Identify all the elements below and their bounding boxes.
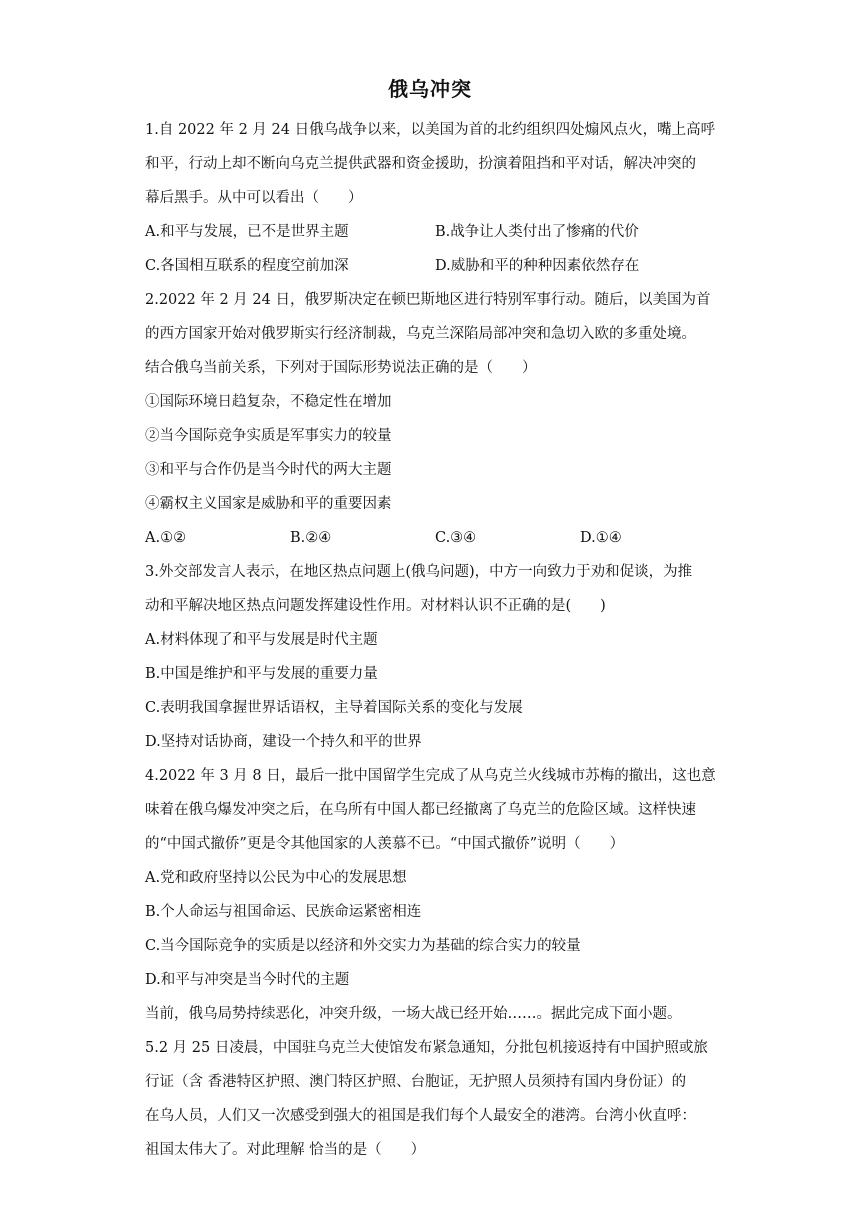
question-3 <box>145 555 725 759</box>
question-2-options-row <box>145 521 725 555</box>
question-3-option-d: D.坚持对话协商，建设一个持久和平的世界 <box>145 734 422 750</box>
document-title: 俄乌冲突 <box>388 77 472 101</box>
question-3-stem-line: 3.外交部发言人表示，在地区热点问题上(俄乌问题)，中方一向致力于劝和促谈，为推 <box>145 564 693 580</box>
question-3-option-c: C.表明我国拿握世界话语权，主导着国际关系的变化与发展 <box>145 700 523 716</box>
question-2-statement-4: ④霸权主义国家是威胁和平的重要因素 <box>145 496 392 512</box>
question-1-stem-line: 和平，行动上却不断向乌克兰提供武器和资金援助，扮演着阻挡和平对话，解决冲突的 <box>145 156 696 172</box>
question-4-stem-line: 4.2022 年 3 月 8 日，最后一批中国留学生完成了从乌克兰火线城市苏梅的撤出，这也意 <box>145 768 716 784</box>
document-content <box>145 113 725 1167</box>
question-4-stem-line: 味着在俄乌爆发冲突之后，在乌所有中国人都已经撤离了乌克兰的危险区域。这样快速 <box>145 802 696 818</box>
question-3-stem-line: 动和平解决地区热点问题发挥建设性作用。对材料认识不正确的是( ) <box>145 598 606 614</box>
question-1-stem-line: 1.自 2022 年 2 月 24 日俄乌战争以来，以美国为首的北约组织四处煽风点火，嘴上高呼 <box>145 122 716 138</box>
question-1-option-a: A.和平与发展，已不是世界主题 <box>145 224 349 240</box>
intro-text: 当前，俄乌局势持续恶化，冲突升级，一场大战已经开始……。据此完成下面小题。 <box>145 1006 682 1022</box>
question-2-option-d: D.①④ <box>580 530 622 546</box>
question-5 <box>145 1031 725 1167</box>
question-3-option-b: B.中国是维护和平与发展的重要力量 <box>145 666 378 682</box>
question-2-statement-1: ①国际环境日趋复杂，不稳定性在增加 <box>145 394 392 410</box>
question-1-option-b: B.战争让人类付出了惨痛的代价 <box>435 224 639 240</box>
question-5-stem-line: 行证（含 香港特区护照、澳门特区护照、台胞证，无护照人员须持有国内身份证）的 <box>145 1074 687 1090</box>
question-4-stem-line: 的“中国式撤侨”更是令其他国家的人羡慕不已。“中国式撤侨”说明（ ） <box>145 836 625 852</box>
question-4-option-d: D.和平与冲突是当今时代的主题 <box>145 972 350 988</box>
question-1 <box>145 113 725 283</box>
question-2-statement-3: ③和平与合作仍是当今时代的两大主题 <box>145 462 392 478</box>
question-2 <box>145 283 725 555</box>
question-1-option-d: D.威胁和平的种种因素依然存在 <box>435 258 640 274</box>
question-4 <box>145 759 725 997</box>
question-5-stem-line: 祖国太伟大了。对此理解 恰当的是（ ） <box>145 1142 426 1158</box>
question-3-option-a: A.材料体现了和平与发展是时代主题 <box>145 632 378 648</box>
question-2-option-c: C.③④ <box>435 530 477 546</box>
question-1-options-row <box>145 215 725 249</box>
question-2-option-a: A.①② <box>145 530 187 546</box>
question-5-stem-line: 在乌人员，人们又一次感受到强大的祖国是我们每个人最安全的港湾。台湾小伙直呼： <box>145 1108 696 1124</box>
question-1-options-row <box>145 249 725 283</box>
question-1-option-c: C.各国相互联系的程度空前加深 <box>145 258 349 274</box>
question-2-stem-line: 的西方国家开始对俄罗斯实行经济制裁，乌克兰深陷局部冲突和急切入欧的多重处境。 <box>145 326 696 342</box>
question-2-statement-2: ②当今国际竞争实质是军事实力的较量 <box>145 428 392 444</box>
question-2-stem-line: 结合俄乌当前关系，下列对于国际形势说法正确的是（ ） <box>145 360 537 376</box>
question-2-option-b: B.②④ <box>290 530 332 546</box>
question-4-option-b: B.个人命运与祖国命运、民族命运紧密相连 <box>145 904 422 920</box>
question-5-stem-line: 5.2 月 25 日凌晨，中国驻乌克兰大使馆发布紧急通知，分批包机接返持有中国护照或旅 <box>145 1040 708 1056</box>
question-2-stem-line: 2.2022 年 2 月 24 日，俄罗斯决定在顿巴斯地区进行特别军事行动。随后，以美国为首 <box>145 292 711 308</box>
question-4-option-a: A.党和政府坚持以公民为中心的发展思想 <box>145 870 407 886</box>
question-1-stem-line: 幕后黑手。从中可以看出（ ） <box>145 190 363 206</box>
question-4-option-c: C.当今国际竞争的实质是以经济和外交实力为基础的综合实力的较量 <box>145 938 581 954</box>
